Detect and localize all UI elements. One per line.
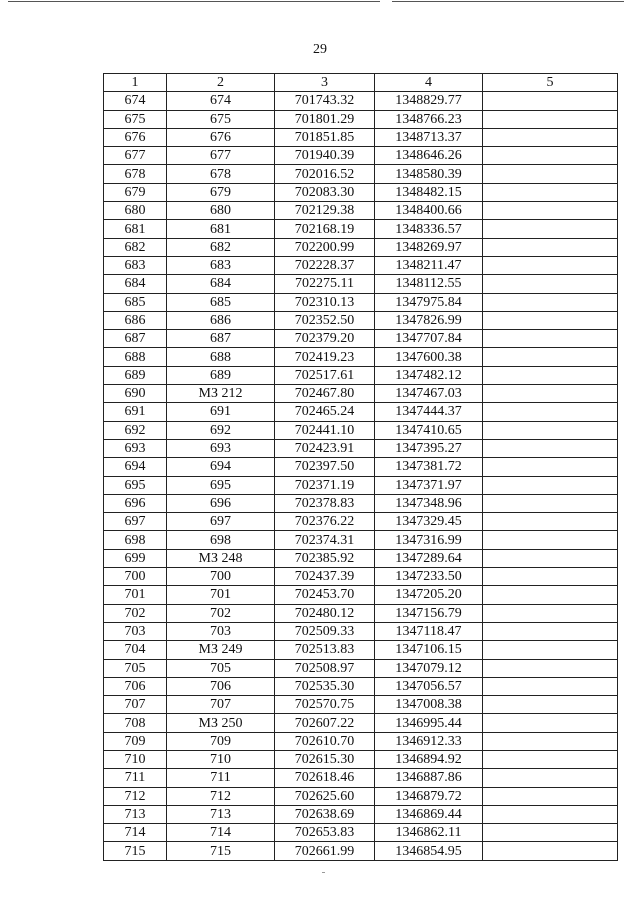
table-cell-col-4: 1347008.38	[375, 696, 483, 714]
table-cell-col-3: 702441.10	[275, 421, 375, 439]
table-row	[104, 568, 618, 586]
top-rule-left	[8, 1, 380, 2]
table-cell-col-1: 674	[104, 92, 167, 110]
table-cell-col-4: 1348211.47	[375, 256, 483, 274]
table-cell-col-5	[483, 769, 618, 787]
table-cell-col-4: 1346869.44	[375, 805, 483, 823]
table-row	[104, 750, 618, 768]
table-row	[104, 330, 618, 348]
table-cell-col-2: 703	[167, 622, 275, 640]
table-cell-col-2: МЗ 212	[167, 385, 275, 403]
table-cell-col-3: 702607.22	[275, 714, 375, 732]
table-cell-col-3: 702465.24	[275, 403, 375, 421]
table-cell-col-4: 1347410.65	[375, 421, 483, 439]
table-cell-col-2: 680	[167, 202, 275, 220]
table-cell-col-3: 701940.39	[275, 147, 375, 165]
table-cell-col-5	[483, 256, 618, 274]
table-cell-col-2: 683	[167, 256, 275, 274]
table-cell-col-3: 702129.38	[275, 202, 375, 220]
table-cell-col-4: 1347371.97	[375, 476, 483, 494]
table-cell-col-3: 702371.19	[275, 476, 375, 494]
table-row	[104, 366, 618, 384]
table-cell-col-4: 1348646.26	[375, 147, 483, 165]
table-cell-col-2: 710	[167, 750, 275, 768]
table-cell-col-1: 715	[104, 842, 167, 860]
table-cell-col-5	[483, 165, 618, 183]
table-cell-col-4: 1348400.66	[375, 202, 483, 220]
table-cell-col-2: 701	[167, 586, 275, 604]
table-cell-col-4: 1348269.97	[375, 238, 483, 256]
table-cell-col-3: 702397.50	[275, 458, 375, 476]
table-cell-col-4: 1347118.47	[375, 622, 483, 640]
table-row	[104, 348, 618, 366]
table-cell-col-4: 1347600.38	[375, 348, 483, 366]
table-cell-col-2: 686	[167, 311, 275, 329]
table-cell-col-2: МЗ 248	[167, 549, 275, 567]
table-cell-col-4: 1347289.64	[375, 549, 483, 567]
table-cell-col-1: 694	[104, 458, 167, 476]
table-row	[104, 494, 618, 512]
table-row	[104, 769, 618, 787]
table-cell-col-5	[483, 439, 618, 457]
table-cell-col-1: 709	[104, 732, 167, 750]
table-cell-col-3: 702661.99	[275, 842, 375, 860]
table-cell-col-4: 1347329.45	[375, 513, 483, 531]
table-cell-col-2: 677	[167, 147, 275, 165]
table-cell-col-1: 712	[104, 787, 167, 805]
table-cell-col-1: 696	[104, 494, 167, 512]
table-row	[104, 641, 618, 659]
table-cell-col-5	[483, 604, 618, 622]
table-cell-col-3: 702610.70	[275, 732, 375, 750]
table-cell-col-1: 710	[104, 750, 167, 768]
table-cell-col-2: 684	[167, 275, 275, 293]
table-cell-col-4: 1346894.92	[375, 750, 483, 768]
table-cell-col-1: 680	[104, 202, 167, 220]
table-cell-col-5	[483, 421, 618, 439]
table-cell-col-2: 675	[167, 110, 275, 128]
table-row	[104, 732, 618, 750]
table-cell-col-5	[483, 549, 618, 567]
table-cell-col-3: 702535.30	[275, 677, 375, 695]
table-cell-col-1: 687	[104, 330, 167, 348]
header-col-2: 2	[167, 74, 275, 92]
table-cell-col-2: 688	[167, 348, 275, 366]
table-cell-col-5	[483, 714, 618, 732]
table-cell-col-3: 702638.69	[275, 805, 375, 823]
table-cell-col-3: 701801.29	[275, 110, 375, 128]
table-cell-col-5	[483, 403, 618, 421]
table-cell-col-5	[483, 842, 618, 860]
table-cell-col-2: 709	[167, 732, 275, 750]
table-row	[104, 787, 618, 805]
table-cell-col-5	[483, 238, 618, 256]
table-cell-col-1: 690	[104, 385, 167, 403]
table-row	[104, 403, 618, 421]
table-cell-col-1: 697	[104, 513, 167, 531]
table-cell-col-2: 706	[167, 677, 275, 695]
table-cell-col-1: 708	[104, 714, 167, 732]
table-row	[104, 147, 618, 165]
table-cell-col-5	[483, 202, 618, 220]
table-cell-col-2: 681	[167, 220, 275, 238]
table-cell-col-4: 1347106.15	[375, 641, 483, 659]
table-cell-col-1: 700	[104, 568, 167, 586]
table-cell-col-2: МЗ 249	[167, 641, 275, 659]
table-cell-col-5	[483, 750, 618, 768]
table-cell-col-4: 1347975.84	[375, 293, 483, 311]
table-cell-col-1: 705	[104, 659, 167, 677]
table-cell-col-3: 702570.75	[275, 696, 375, 714]
table-cell-col-1: 695	[104, 476, 167, 494]
table-cell-col-2: 697	[167, 513, 275, 531]
table-cell-col-2: 714	[167, 824, 275, 842]
table-cell-col-3: 702352.50	[275, 311, 375, 329]
table-cell-col-1: 693	[104, 439, 167, 457]
table-cell-col-2: 705	[167, 659, 275, 677]
table-cell-col-1: 689	[104, 366, 167, 384]
table-row	[104, 842, 618, 860]
table-cell-col-4: 1347056.57	[375, 677, 483, 695]
table-cell-col-2: 695	[167, 476, 275, 494]
table-cell-col-5	[483, 385, 618, 403]
table-row	[104, 476, 618, 494]
table-row	[104, 293, 618, 311]
table-row	[104, 458, 618, 476]
table-cell-col-3: 702653.83	[275, 824, 375, 842]
table-header-row	[104, 74, 618, 92]
table-cell-col-3: 701851.85	[275, 128, 375, 146]
table-cell-col-3: 702275.11	[275, 275, 375, 293]
table-cell-col-1: 713	[104, 805, 167, 823]
table-row	[104, 586, 618, 604]
table-row	[104, 604, 618, 622]
table-cell-col-2: 674	[167, 92, 275, 110]
table-cell-col-3: 701743.32	[275, 92, 375, 110]
table-cell-col-4: 1347444.37	[375, 403, 483, 421]
table-cell-col-5	[483, 677, 618, 695]
table-cell-col-1: 703	[104, 622, 167, 640]
table-row	[104, 513, 618, 531]
table-cell-col-2: 700	[167, 568, 275, 586]
table-cell-col-4: 1347348.96	[375, 494, 483, 512]
table-cell-col-3: 702618.46	[275, 769, 375, 787]
table-cell-col-2: 715	[167, 842, 275, 860]
table-cell-col-3: 702379.20	[275, 330, 375, 348]
table-cell-col-5	[483, 293, 618, 311]
table-row	[104, 421, 618, 439]
table-cell-col-2: 711	[167, 769, 275, 787]
table-cell-col-5	[483, 805, 618, 823]
table-cell-col-4: 1348336.57	[375, 220, 483, 238]
table-cell-col-4: 1346854.95	[375, 842, 483, 860]
table-cell-col-1: 678	[104, 165, 167, 183]
table-cell-col-4: 1347381.72	[375, 458, 483, 476]
table-cell-col-3: 702016.52	[275, 165, 375, 183]
table-cell-col-1: 682	[104, 238, 167, 256]
table-cell-col-4: 1347707.84	[375, 330, 483, 348]
table-cell-col-2: 685	[167, 293, 275, 311]
table-cell-col-5	[483, 128, 618, 146]
table-cell-col-3: 702310.13	[275, 293, 375, 311]
table-cell-col-4: 1348829.77	[375, 92, 483, 110]
table-cell-col-2: 707	[167, 696, 275, 714]
table-cell-col-2: 679	[167, 183, 275, 201]
table-cell-col-3: 702625.60	[275, 787, 375, 805]
table-cell-col-5	[483, 787, 618, 805]
table-cell-col-3: 702467.80	[275, 385, 375, 403]
table-cell-col-5	[483, 476, 618, 494]
table-row	[104, 385, 618, 403]
table-cell-col-3: 702083.30	[275, 183, 375, 201]
table-cell-col-5	[483, 458, 618, 476]
table-cell-col-4: 1348713.37	[375, 128, 483, 146]
table-cell-col-1: 677	[104, 147, 167, 165]
table-cell-col-5	[483, 659, 618, 677]
table-cell-col-2: 682	[167, 238, 275, 256]
header-col-4: 4	[375, 74, 483, 92]
table-cell-col-3: 702509.33	[275, 622, 375, 640]
table-cell-col-5	[483, 641, 618, 659]
table-cell-col-1: 698	[104, 531, 167, 549]
table-cell-col-2: 689	[167, 366, 275, 384]
table-row	[104, 165, 618, 183]
table-cell-col-3: 702228.37	[275, 256, 375, 274]
table-cell-col-4: 1346879.72	[375, 787, 483, 805]
table-row	[104, 256, 618, 274]
table-cell-col-2: 676	[167, 128, 275, 146]
table-cell-col-4: 1347482.12	[375, 366, 483, 384]
table-cell-col-5	[483, 348, 618, 366]
table-cell-col-2: 687	[167, 330, 275, 348]
table-cell-col-5	[483, 220, 618, 238]
table-cell-col-3: 702374.31	[275, 531, 375, 549]
table-cell-col-3: 702615.30	[275, 750, 375, 768]
table-cell-col-5	[483, 494, 618, 512]
table-cell-col-2: 678	[167, 165, 275, 183]
table-cell-col-1: 675	[104, 110, 167, 128]
table-cell-col-1: 711	[104, 769, 167, 787]
table-row	[104, 439, 618, 457]
table-body	[104, 92, 618, 860]
table-row	[104, 824, 618, 842]
table-cell-col-3: 702419.23	[275, 348, 375, 366]
table-cell-col-5	[483, 311, 618, 329]
table-row	[104, 128, 618, 146]
header-col-3: 3	[275, 74, 375, 92]
table-cell-col-4: 1346912.33	[375, 732, 483, 750]
table-cell-col-4: 1347826.99	[375, 311, 483, 329]
table-cell-col-1: 684	[104, 275, 167, 293]
table-row	[104, 805, 618, 823]
table-cell-col-4: 1347156.79	[375, 604, 483, 622]
header-col-5: 5	[483, 74, 618, 92]
table-row	[104, 311, 618, 329]
table-cell-col-1: 691	[104, 403, 167, 421]
table-row	[104, 238, 618, 256]
table-cell-col-4: 1347233.50	[375, 568, 483, 586]
table-cell-col-2: 691	[167, 403, 275, 421]
table-cell-col-1: 679	[104, 183, 167, 201]
table-cell-col-3: 702200.99	[275, 238, 375, 256]
table-cell-col-1: 707	[104, 696, 167, 714]
table-row	[104, 275, 618, 293]
table-cell-col-5	[483, 366, 618, 384]
table-row	[104, 202, 618, 220]
table-cell-col-4: 1347395.27	[375, 439, 483, 457]
coordinates-table	[103, 73, 618, 861]
table-cell-col-1: 699	[104, 549, 167, 567]
table-cell-col-5	[483, 824, 618, 842]
table-cell-col-3: 702480.12	[275, 604, 375, 622]
table-cell-col-1: 714	[104, 824, 167, 842]
table-cell-col-5	[483, 531, 618, 549]
table-cell-col-1: 701	[104, 586, 167, 604]
table-cell-col-1: 704	[104, 641, 167, 659]
table-cell-col-2: 712	[167, 787, 275, 805]
table-cell-col-5	[483, 732, 618, 750]
table-cell-col-2: 696	[167, 494, 275, 512]
table-cell-col-3: 702378.83	[275, 494, 375, 512]
table-cell-col-3: 702453.70	[275, 586, 375, 604]
table-row	[104, 183, 618, 201]
table-cell-col-3: 702437.39	[275, 568, 375, 586]
table-cell-col-3: 702376.22	[275, 513, 375, 531]
table-cell-col-3: 702423.91	[275, 439, 375, 457]
table-cell-col-5	[483, 147, 618, 165]
footer-mark	[322, 872, 325, 873]
table-cell-col-1: 688	[104, 348, 167, 366]
table-cell-col-3: 702508.97	[275, 659, 375, 677]
table-cell-col-2: 693	[167, 439, 275, 457]
table-cell-col-4: 1347205.20	[375, 586, 483, 604]
table-cell-col-5	[483, 586, 618, 604]
table-cell-col-1: 702	[104, 604, 167, 622]
table-cell-col-2: 692	[167, 421, 275, 439]
table-row	[104, 531, 618, 549]
table-row	[104, 92, 618, 110]
table-cell-col-1: 685	[104, 293, 167, 311]
table-cell-col-1: 692	[104, 421, 167, 439]
table-cell-col-1: 676	[104, 128, 167, 146]
table-cell-col-2: 694	[167, 458, 275, 476]
table-cell-col-1: 681	[104, 220, 167, 238]
table-cell-col-3: 702168.19	[275, 220, 375, 238]
table-cell-col-4: 1347079.12	[375, 659, 483, 677]
table-cell-col-5	[483, 696, 618, 714]
table-cell-col-2: 713	[167, 805, 275, 823]
table-cell-col-3: 702513.83	[275, 641, 375, 659]
top-rule-right	[392, 1, 624, 2]
table-cell-col-2: 702	[167, 604, 275, 622]
header-col-1: 1	[104, 74, 167, 92]
table-cell-col-1: 706	[104, 677, 167, 695]
table-cell-col-4: 1346862.11	[375, 824, 483, 842]
table-row	[104, 110, 618, 128]
table-row	[104, 696, 618, 714]
page-number: 29	[313, 42, 327, 57]
table-cell-col-3: 702385.92	[275, 549, 375, 567]
table-cell-col-5	[483, 110, 618, 128]
table-cell-col-4: 1346887.86	[375, 769, 483, 787]
table-row	[104, 220, 618, 238]
table-cell-col-5	[483, 622, 618, 640]
table-cell-col-2: 698	[167, 531, 275, 549]
table-cell-col-5	[483, 275, 618, 293]
table-cell-col-4: 1346995.44	[375, 714, 483, 732]
table-row	[104, 549, 618, 567]
table-row	[104, 622, 618, 640]
table-cell-col-1: 683	[104, 256, 167, 274]
table-cell-col-4: 1347316.99	[375, 531, 483, 549]
table-cell-col-4: 1348766.23	[375, 110, 483, 128]
table-cell-col-5	[483, 183, 618, 201]
table-cell-col-5	[483, 330, 618, 348]
table-cell-col-4: 1348580.39	[375, 165, 483, 183]
table-row	[104, 677, 618, 695]
table-cell-col-4: 1348482.15	[375, 183, 483, 201]
table-cell-col-2: МЗ 250	[167, 714, 275, 732]
table-cell-col-3: 702517.61	[275, 366, 375, 384]
table-cell-col-4: 1347467.03	[375, 385, 483, 403]
table-row	[104, 659, 618, 677]
table-row	[104, 714, 618, 732]
table-cell-col-1: 686	[104, 311, 167, 329]
table-cell-col-4: 1348112.55	[375, 275, 483, 293]
table-cell-col-5	[483, 513, 618, 531]
table-cell-col-5	[483, 92, 618, 110]
table-cell-col-5	[483, 568, 618, 586]
